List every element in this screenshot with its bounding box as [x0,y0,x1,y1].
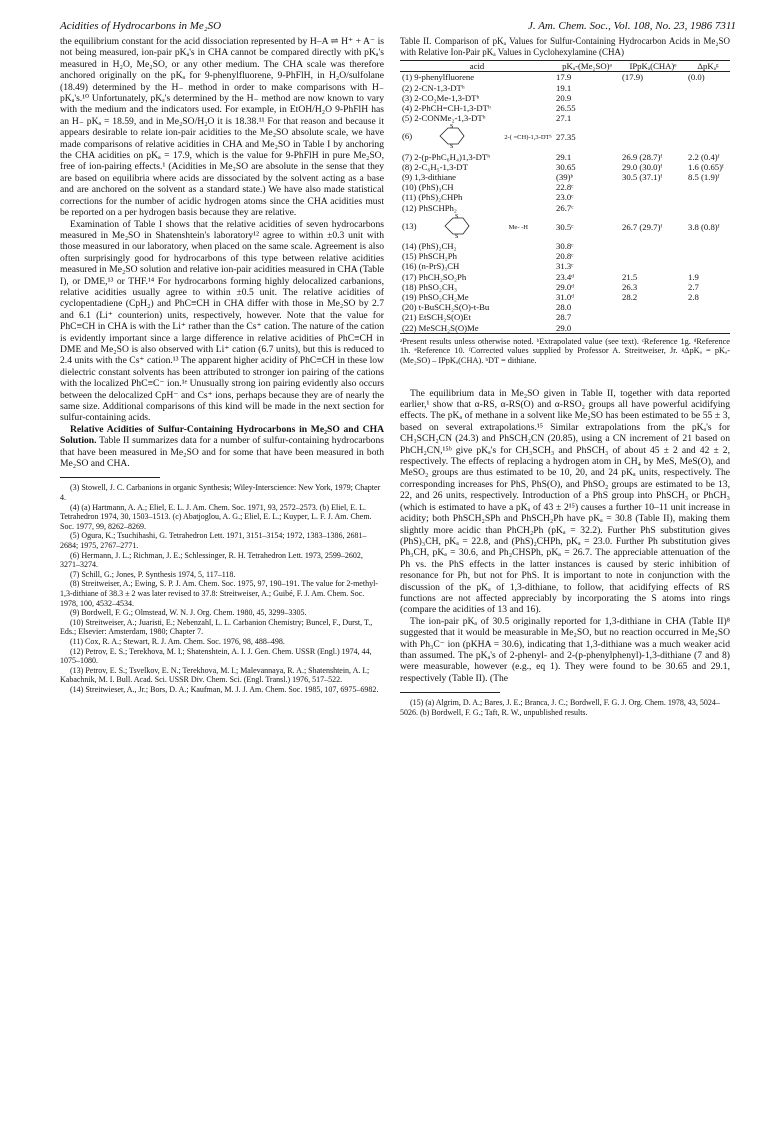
table-cell: (17) PhCH₂SO₂Ph [402,271,467,282]
data-table [400,60,730,334]
table-cell [620,261,686,271]
methyl-dithiane-structure [419,213,509,241]
table-cell: (8) 2-C₆H₅-1,3-DT [402,161,468,172]
table-cell [620,312,686,322]
table-cell: (3) 2-CO₂Me-1,3-DTʰ [402,92,480,103]
table-cell: 23.4ᵈ [556,271,574,282]
table-cell [686,241,730,251]
reference-item: (10) Streitweiser, A.; Juaristi, E.; Nebenzahl, L. L. Carbanion Chemistry; Buncel, F., Durst, T., Eds.; Elsevier: Amsterdam, 1980; Chapter 7. [60,617,373,637]
table-cell [686,192,730,202]
table-cell [686,302,730,312]
table-cell [686,103,730,113]
table-cell: 8.5 (1.9)ᶠ [688,172,720,183]
table-row [400,93,730,103]
table-cell: 1.9 [688,271,699,282]
table-cell: (0.0) [688,72,705,83]
table-cell [686,182,730,192]
table-cell: 26.9 (28.7)ᶠ [622,151,663,162]
column-header: acid [400,61,554,72]
reference-item: (4) (a) Hartmann, A. A.; Eliel, E. L. J. Am. Chem. Soc. 1971, 93, 2572–2573. (b) Eliel, E. L. Tetrahedron 1974, 30, 1503–1513. (c) Abatjoglou, A. G.; Eliel, E. L.; Kuyper, L. F. J. Am. Chem. Soc. 1977, 99, 8262–8269. [60,502,372,531]
table-cell: (6) S S 2-( =CH)-1,3-DTʰ [400,123,554,151]
table-cell: (15) PhSCH₂Ph [402,251,457,262]
reference-item: (11) Cox, R. A.; Stewart, R. J. Am. Chem. Soc. 1976, 98, 488–498. [70,636,285,646]
reference-item: (9) Bordwell, F. G.; Olmstead, W. N. J. Org. Chem. 1980, 45, 3299–3305. [70,608,307,618]
table-cell [686,113,730,123]
table-row [400,83,730,93]
table-cell: 20.8ᶜ [556,251,574,262]
table-footnote: ᵃPresent results unless otherwise noted. ᵇExtrapolated value (see text). ᶜReference 1g. ᵈReference 1h. ᵉReference 10. ᶠCorrected values supplied by Professor A. Streitweiser, Jr. ᵍΔpKₐ = pKₐ-(Me₂SO) – IPpKₐ(CHA). ʰDT = dithiane. [400,336,730,366]
table-cell: 26.55 [556,103,576,113]
table-cell: 2.2 (0.4)ᶠ [688,151,720,162]
body-paragraph: The equilibrium data in Me₂SO given in Table II, together with data reported earlier,¹ show that α-RS, α-RS(O) and α-RSO₂ groups all have powerful acidifying effects. The pKₐ of methane in a solvent like Me₂SO has been estimated to be 55 ± 3, based on several extrapolations.¹⁵ Similar extrapolations from the pKₐ's for CH₃SCH₂CN (24.3) and PhSCH₂CN (20.85), using a CN increment of 21 based on PhCH₂CN,¹⁵ᵇ give pKₐ's for CH₃SCH₃ and PhSCH₃ of about 45 ± 2 and 42 ± 2, respectively. The effects of replacing a hydrogen atom in CH₄ by MeS, MeS(O), and MeSO₂ groups are thus estimated to be 10, 20, and 24 pKₐ units, respectively. The corresponding increases for PhS, PhS(O), and PhSO₂ groups are estimated to be 13, 22, and 26 units, respectively. Introduction of a PhS group into PhSCH₃ or PhCH₃ (which is estimated to have a pKₐ of 43 ± 2¹⁵) causes a further 10–11 unit increase in acidity; both PhSCH₂SPh and PhSCH₂Ph have pKₐ = 30.8 (Table II), making them slightly more acidic than PhCH₂Ph (pKₐ = 32.2). Further PhS substitution gives (PhS)₃CH, pKₐ = 22.8, and (PhS)₂CHPh, pKₐ = 23.0. Further Ph substitution gives Ph₃CH, pKₐ = 30.6, and Ph₂CHSPh, pKₐ = 26.7. The appreciable attenuation of the Ph vs. the PhS effects in the latter instances is caused by steric inhibition of resonance for Ph, but not for PhS. It is important to note in conjunction with the discussion of the pKₐ of 1,3-dithiane, to follow, that acidifying effects of RS functions are not affected appreciably by incorporating the S atoms into rings (compare the acidities of 13 and 16). [400,387,730,616]
reference-item: (12) Petrov, E. S.; Terekhova, M. I.; Shatenshtein, A. I. J. Gen. Chem. USSR (Engl.) 1974, 44, 1075–1080. [60,646,372,666]
reference-item: (6) Hermann, J. L.; Richman, J. E.; Schlessinger, R. H. Tetrahedron Lett. 1973, 2599–2602, 3271–3274. [60,550,363,570]
table-cell: (7) 2-(p-PhC₆H₄)1,3-DTʰ [402,151,490,162]
table-cell: 22.8ᶜ [556,182,574,193]
table-cell: 2.7 [688,281,699,292]
table-cell [620,93,686,103]
table-cell: (13) S S Me- -H [400,213,554,241]
table-cell: 30.8ᶜ [556,241,574,252]
reference-item: (13) Petrov, E. S.; Tsvelkov, E. N.; Terekhova, M. I.; Malevannaya, R. A.; Shatenshtein, A. I.; Kabachnik, M. I. Bull. Acad. Sci. USSR Div. Chem. Sci. (Engl. Transl.) 1976, 517–522. [60,665,370,685]
footnote-divider [60,477,160,478]
table-cell [686,83,730,93]
table-cell: (5) 2-CONMe₂-1,3-DTʰ [402,113,486,124]
table-cell: 26.7ᶜ [556,202,574,213]
table-cell: 17.9 [556,72,572,83]
table-cell: 28.7 [556,312,572,323]
svg-text:S: S [450,124,454,131]
table-cell [620,113,686,123]
table-cell: (39)ᵇ [556,172,574,183]
table-cell: (4) 2-PhCH=CH-1,3-DTʰ [402,103,491,113]
table-cell [686,312,730,322]
column-header: ΔpKₐᵍ [686,61,730,72]
table-caption: Table II. Comparison of pKₐ Values for Sulfur-Containing Hydrocarbon Acids in Me₂SO with Relative Ion-Pair pKₐ Values in Cyclohexylamine (CHA) [400,36,730,57]
table-cell: (17.9) [622,72,643,83]
table-cell: (10) (PhS)₃CH [402,182,454,193]
table-cell: 27.35 [556,132,576,143]
table-cell: 2.8 [688,292,699,303]
table-cell [686,93,730,103]
reference-item: (15) (a) Algrim, D. A.; Bares, J. E.; Branca, J. C.; Bordwell, F. G. J. Org. Chem. 1978, 43, 5024–5026. (b) Bordwell, F. G.; Taft, R. W., unpublished results. [400,698,720,717]
table-cell [620,182,686,192]
table-cell: (14) (PhS)₂CH₂ [402,241,457,252]
reference-item: (3) Stowell, J. C. Carbanions in organic Synthesis; Wiley-Interscience: New York, 1979; Chapter 4. [60,483,381,503]
table-cell: 26.3 [622,281,638,292]
section-text: Table II summarizes data for a number of sulfur-containing hydrocarbons that have been measured in Me₂SO and for some that have been measured in both Me₂SO and CHA. [60,435,384,470]
table-cell: 29.0ᵈ [556,281,574,292]
right-column [400,36,730,717]
table-cell: (12) PhSCHPh₂ [402,202,457,213]
table-cell: 20.9 [556,92,572,103]
table-row [400,251,730,261]
table-cell: (16) (n-PrS)₃CH [402,261,460,272]
reference-item: (7) Schill, G.; Jones, P. Synthesis 1974, 5, 117–118. [70,569,236,579]
table-cell: 30.65 [556,161,576,172]
column-header: pKₐ-(Me₂SO)ᵃ [554,61,620,72]
running-header-citation: J. Am. Chem. Soc., Vol. 108, No. 23, 1986 7311 [528,20,736,32]
table-cell [620,323,686,334]
column-header: IPpKₐ(CHA)ᵉ [620,61,686,72]
table-cell: (19) PhSO₂CH₂Me [402,292,469,303]
table-cell: 31.0ᵈ [556,292,574,303]
table-cell: (21) EtSCH₂S(O)Et [402,312,471,323]
table-cell [620,302,686,312]
table-cell [620,241,686,251]
table-cell: 30.5 (37.1)ᶠ [622,172,663,183]
table-cell [620,192,686,202]
table-cell [620,123,686,151]
reference-list [60,483,384,694]
table-cell [686,323,730,334]
table-cell [686,261,730,271]
svg-text:S: S [454,233,458,239]
table-cell: 27.1 [556,113,572,124]
table-cell [620,203,686,213]
table-row [400,152,730,162]
structure-label: 2-( =CH)-1,3-DTʰ [504,134,552,142]
table-cell [620,103,686,113]
table-cell: 28.2 [622,292,638,303]
table-cell: 29.0 [554,323,620,334]
reference-item: (8) Streitweiser, A.; Ewing, S. P. J. Am. Chem. Soc. 1975, 97, 190–191. The value for 2-methyl-1,3-dithiane of 38.3 ± 2 was later revised to 37.8: Streitweiser, A.; Guibé, F. J. Am. Chem. Soc. 1978, 100, 4532–4534. [60,579,378,608]
svg-text:S: S [450,144,454,150]
table-cell: 21.5 [622,271,638,282]
table-body [400,72,730,333]
table-row [400,72,730,83]
table-row [400,113,730,123]
table-cell: (9) 1,3-dithiane [402,172,457,183]
table-cell: 30.5ᶜ [556,221,574,232]
reference-list [400,698,730,717]
table-cell: 1.6 (0.65)ᶠ [688,161,724,172]
section-paragraph [60,424,384,470]
table-cell: (11) (PhS)₂CHPh [402,192,463,203]
table-cell: 29.1 [556,151,572,162]
table-row [400,172,730,182]
table-cell: (1) 9-phenylfluorene [402,72,475,83]
svg-text:S: S [454,213,458,220]
footnote-divider [400,692,500,693]
structure-label: Me- -H [508,223,528,231]
table-row [400,323,730,334]
table-cell: 29.0 (30.0)ᶠ [622,161,663,172]
table-row [400,203,730,213]
table-cell: 23.0ᶜ [556,192,574,203]
table-row [400,292,730,302]
table-cell [686,251,730,261]
table-row [400,162,730,172]
table-cell: (20) t-BuSCH₂S(O)-t-Bu [402,302,490,313]
body-paragraph: the equilibrium constant for the acid dissociation represented by H–A ⇌ H⁺ + A⁻ is not being measured, ion-pair pKₐ's in CHA cannot be compared directly with pKₐ's measured in H₂O, Me₂SO, or any other medium. The CHA scale was therefore anchored originally on the pKₐ for 9-phenylfluorene, 9-PhFlH, in H₂O/sulfolane (18.49) determined by the H₋ method in order to make comparisons with H₋ pKₐ's.¹⁰ Unfortunately, pKₐ's determined by the H₋ method are now known to vary with the medium and the indicators used. For example, in EtOH/H₂O 9-PhFlH has an H₋ pKₐ = 18.59, and in Me₂SO/H₂O it is 18.38.¹¹ For that reason and because it appears desirable to relate ion-pair acidities to the Me₂SO absolute scale, we have made comparisons of relative acidities in CHA and Me₂SO in Table I by anchoring the CHA acidities on pKₐ = 17.9, which is the value for 9-PhFlH in pure Me₂SO, free of ion-pairing effects.¹ (Acidities in Me₂SO are absolute in the sense that they are based on equilibria where acids are dissociated by the solvent acting as a base and are anchored on the solvent as a standard state.) We have also made statistical corrections for the number of acidic hydrogen atoms since the CHA acidities must be reported on a per hydrogen basis because they are relative. [60,36,384,219]
table-row [400,213,730,241]
table-cell [620,251,686,261]
table-cell: 19.1 [556,82,572,93]
reference-item: (14) Streitwieser, A., Jr.; Bors, D. A.; Kaufman, M. J. J. Am. Chem. Soc. 1985, 107, 6975–6982. [70,684,379,694]
body-paragraph: Examination of Table I shows that the relative acidities of seven hydrocarbons measured in Me₂SO in Shatenshtein's laboratory¹² agree to within ±0.3 unit with those measured in our laboratory, when placed on the same scale. Agreement is also often surprisingly good for hydrocarbons of this type between relative acidities measured in Me₂SO solution and relative ion-pair acidities measured in CHA (Table I), or DME,¹³ or THF.¹⁴ For hydrocarbons forming highly delocalized carbanions, relative acidities usually agree to within ±0.5 unit. The relative acidities of cyclopentadiene (CpH₂) and PhC≡CH in CHA differ with those in Me₂SO by 2.7 and 6.1 (Li⁺ counterion) units, respectively, however. Note that the value for PhC≡CH in CHA is with the Li⁺ rather than the Cs⁺ cation. The nature of the cation is evidently important since a large difference in relative acidities of PhC≡CH in DME and Me₂SO is also observed with Li⁺ cation (6.7 units), but this is reduced to 2.4 units with the Cs⁺ cation.¹³ The apparent higher acidity of PhC≡CH in these low dielectric constant solvents has been attributed to stronger ion pairing of the cations with the localized PhC≡C⁻ ion.¹ᵉ Unusually strong ion pairing evidently also occurs between the delocalized CpH⁻ and Cs⁺ ions, perhaps because they are of nearly the same size. Additional comparisons of this kind will be made in the next section for sulfur-containing acids. [60,218,384,424]
table-row [400,282,730,292]
section-title: Relative Acidities of Sulfur-Containing Hydrocarbons in Me₂SO and CHA Solution. [60,423,384,447]
table-cell [686,203,730,213]
table-cell: 28.0 [556,302,572,313]
table-cell: 3.8 (0.8)ᶠ [688,221,720,232]
table-row [400,261,730,271]
table-cell [620,83,686,93]
reference-item: (5) Ogura, K.; Tsuchihashi, G. Tetrahedron Lett. 1971, 3151–3154; 1972, 1383–1386, 2681–2684; 1975, 2767–2771. [60,531,367,550]
table-cell: (18) PhSO₂CH₃ [402,281,458,292]
table-cell: 31.3ᶜ [556,261,574,272]
table-cell: 26.7 (29.7)ᶠ [622,221,663,232]
body-paragraph: The ion-pair pKₐ of 30.5 originally reported for 1,3-dithiane in CHA (Table II)⁸ suggested that it would be measurable in Me₂SO, but no reaction occurred in Me₂SO with Ph₃C⁻ ion (pKHA = 30.6), indicating that 1,3-dithiane was a much weaker acid than assumed. The pKₐ's of 2-phenyl- and 2-(p-phenylphenyl)-1,3-dithiane (7 and 8) were measurable, however (e.g., eq 1). They were found to be 30.65 and 29.1, respectively (Table II). (The [400,615,730,684]
table-cell: (2) 2-CN-1,3-DTʰ [402,82,465,93]
table-row [400,103,730,113]
table-row [400,182,730,192]
table-cell [686,123,730,151]
dithiane-ylidene-structure [414,123,504,151]
table-row [400,192,730,202]
table-row [400,123,730,151]
running-header-title: Acidities of Hydrocarbons in Me₂SO [60,20,222,32]
table-row [400,272,730,282]
table-row [400,312,730,322]
left-column [60,36,384,695]
table-cell: (22) MeSCH₂S(O)Me [400,323,554,334]
table-row [400,302,730,312]
table-row [400,241,730,251]
